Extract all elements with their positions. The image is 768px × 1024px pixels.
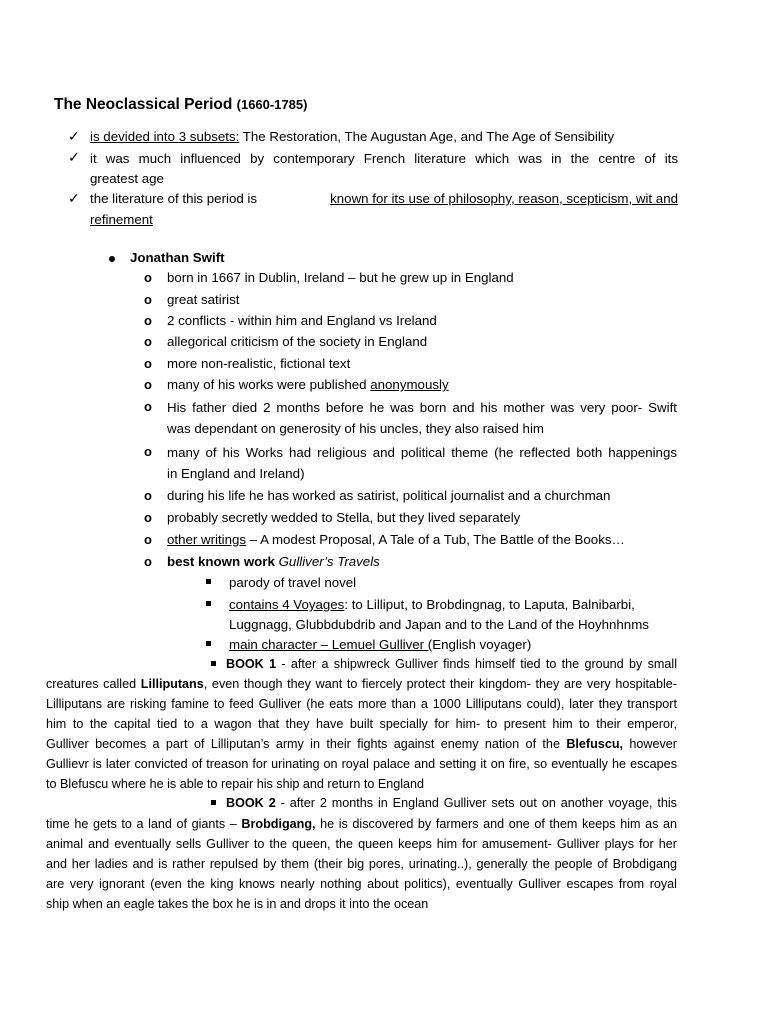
point-7: His father died 2 months before he was born and his mother was very poor- Swift (167, 400, 677, 415)
book2-line-6: ship when an eagle takes the box he is in and drops it into the ocean (46, 897, 429, 911)
point-1: born in 1667 in Dublin, Ireland – but he grew up in England (167, 270, 514, 285)
book2-line-1: BOOK 2 - after 2 months in England Gulliver sets out on another voyage, this (226, 796, 677, 810)
circle-bullet-icon: o (144, 334, 152, 349)
circle-bullet-icon: o (144, 488, 152, 503)
sub-point-2-cont: Luggnagg, Glubbdubdrib and Japan and to the Land of the Hoyhnhnms (229, 617, 649, 632)
checkmark-icon: ✓ (68, 149, 80, 165)
intro-item-3-cont: refinement (90, 212, 153, 227)
book1-line-7: to Blefuscu where he is able to repair his ship and return to England (46, 777, 425, 791)
point-7-cont: was dependant on generosity of his uncles, they also raised him (167, 421, 544, 436)
circle-bullet-icon: o (144, 510, 152, 525)
book1-line-5: Gulliver becomes a part of Lilliputan’s army in their fights against enemy nation of the Blefuscu, however (46, 737, 677, 751)
intro-item-1: is devided into 3 subsets: The Restoration, The Augustan Age, and The Age of Sensibility (90, 129, 615, 144)
page-title (54, 96, 307, 114)
circle-bullet-icon: o (144, 313, 152, 328)
point-12: best known work Gulliver’s Travels (167, 554, 380, 569)
point-9: during his life he has worked as satirist, political journalist and a churchman (167, 488, 611, 503)
circle-bullet-icon: o (144, 399, 152, 414)
book1-line-4: him to the capital tied to a wagon that they have built specially for him- to present him to their emperor, (46, 717, 677, 731)
intro-item-2: it was much influenced by contemporary French literature which was in the centre of its (90, 151, 678, 166)
book2-line-4: and her ladies and is rather repulsed by them (their big pores, urinating..), generally the people of Brobdigang (46, 857, 677, 871)
circle-bullet-icon: o (144, 377, 152, 392)
square-bullet-icon (206, 601, 211, 606)
author-heading: Jonathan Swift (130, 250, 225, 265)
book1-line-3: Lilliputans are risking famine to feed Gulliver (he eats more than a 1000 Lilliputans could), later they transport (46, 697, 677, 711)
title-years: (1660-1785) (236, 97, 308, 112)
intro-item-3: the literature of this period is known for its use of philosophy, reason, scepticism, wit and (90, 191, 678, 206)
sub-point-2: contains 4 Voyages: to Lilliput, to Brobdingnag, to Laputa, Balnibarbi, (229, 597, 635, 612)
circle-bullet-icon: o (144, 554, 152, 569)
title-text: The Neoclassical Period (54, 96, 233, 113)
point-6: many of his works were published anonymously (167, 377, 449, 392)
point-8-cont: in England and Ireland) (167, 466, 305, 481)
square-bullet-icon (211, 800, 216, 805)
circle-bullet-icon: o (144, 356, 152, 371)
point-2: great satirist (167, 292, 240, 307)
point-5: more non-realistic, fictional text (167, 356, 351, 371)
point-10: probably secretly wedded to Stella, but they lived separately (167, 510, 521, 525)
book1-line-2: creatures called Lilliputans, even though they want to fiercely protect their kingdom- they are very hospitable- (46, 677, 677, 691)
book2-line-3: animal and eventually sells Gulliver to the queen, the queen keeps him for amusement- Gulliver plays for her (46, 837, 677, 851)
point-11: other writings – A modest Proposal, A Tale of a Tub, The Battle of the Books… (167, 532, 625, 547)
circle-bullet-icon: o (144, 444, 152, 459)
book1-line-6: Gullievr is later convicted of treason for urinating on royal palace and setting it on fire, so eventually he escapes (46, 757, 677, 771)
book1-line-1: BOOK 1 - after a shipwreck Gulliver finds himself tied to the ground by small (226, 657, 677, 671)
bullet-icon (109, 256, 115, 262)
square-bullet-icon (211, 661, 216, 666)
sub-point-3: main character – Lemuel Gulliver (English voyager) (229, 637, 532, 652)
point-8: many of his Works had religious and political theme (he reflected both happenings (167, 445, 677, 460)
point-3: 2 conflicts - within him and England vs Ireland (167, 313, 437, 328)
sub-point-1: parody of travel novel (229, 575, 357, 590)
intro-item-2-cont: greatest age (90, 171, 164, 186)
book2-line-2: time he gets to a land of giants – Brobdigang, he is discovered by farmers and one of them keeps him as an (46, 817, 677, 831)
book2-line-5: are very ignorant (even the king knows nearly nothing about politics), eventually Gulliver escapes from royal (46, 877, 677, 891)
square-bullet-icon (206, 641, 211, 646)
circle-bullet-icon: o (144, 270, 152, 285)
square-bullet-icon (206, 579, 211, 584)
checkmark-icon: ✓ (68, 128, 80, 144)
circle-bullet-icon: o (144, 532, 152, 547)
circle-bullet-icon: o (144, 292, 152, 307)
point-4: allegorical criticism of the society in England (167, 334, 428, 349)
checkmark-icon: ✓ (68, 190, 80, 206)
